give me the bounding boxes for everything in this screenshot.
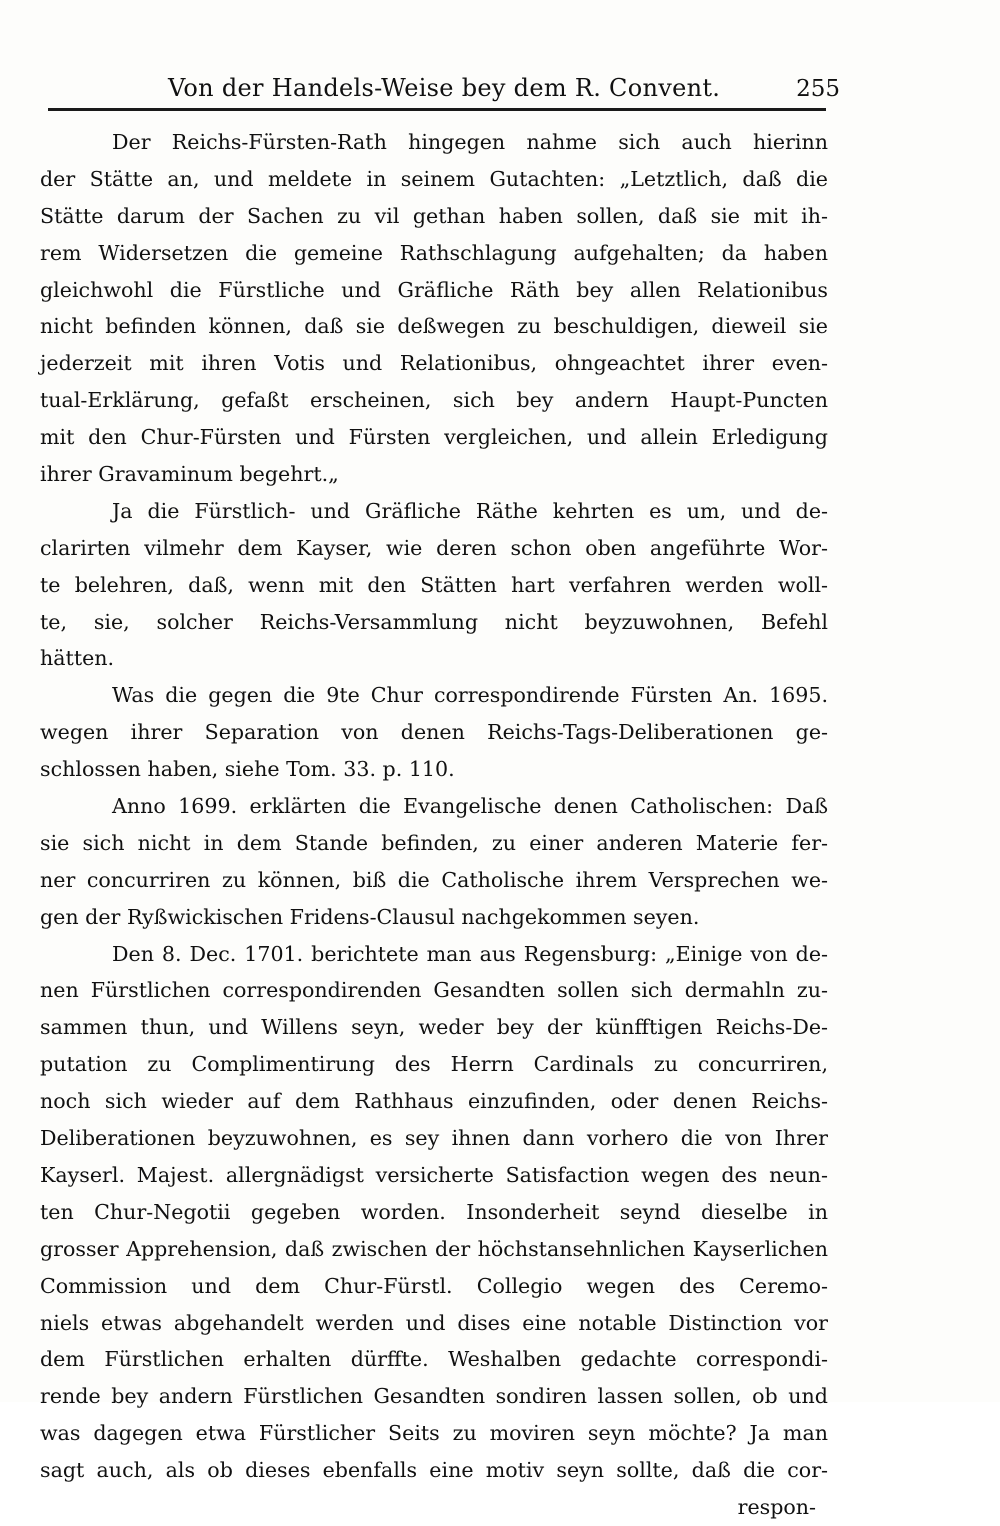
text-line: der Stätte an, und meldete in seinem Gutachten: „Letztlich, daß die	[40, 166, 828, 191]
text-line: sagt auch, als ob dieses ebenfalls eine motiv seyn sollte, daß die cor-	[40, 1458, 828, 1483]
text-line: clarirten vilmehr dem Kayser, wie deren schon oben angeführte Wor-	[40, 535, 828, 560]
text-line: Ja die Fürstlich- und Gräfliche Räthe kehrten es um, und de-	[112, 498, 828, 523]
text-line: ten Chur-Negotii gegeben worden. Insonderheit seynd dieselbe in	[40, 1199, 828, 1224]
running-title: Von der Handels-Weise bey dem R. Convent.	[168, 74, 721, 102]
text-line: ner concurriren zu können, biß die Catholische ihrem Versprechen we-	[40, 867, 828, 892]
catchword: respon-	[737, 1494, 816, 1519]
text-line: rende bey andern Fürstlichen Gesandten sondiren lassen sollen, ob und	[40, 1384, 828, 1409]
text-line: nicht befinden können, daß sie deßwegen zu beschuldigen, dieweil sie	[40, 314, 828, 339]
text-line: schlossen haben, siehe Tom. 33. p. 110.	[40, 757, 455, 782]
header-rule	[48, 108, 826, 111]
text-line: te belehren, daß, wenn mit den Stätten hart verfahren werden woll-	[40, 572, 828, 597]
page-number: 255	[796, 76, 840, 102]
text-line: Kayserl. Majest. allergnädigst versicherte Satisfaction wegen des neun-	[40, 1162, 828, 1187]
text-line: Stätte darum der Sachen zu vil gethan haben sollen, daß sie mit ih-	[40, 203, 828, 228]
text-line: jederzeit mit ihren Votis und Relationibus, ohngeachtet ihrer even-	[40, 351, 828, 376]
text-line: hätten.	[40, 646, 115, 671]
text-line: Commission und dem Chur-Fürstl. Collegio wegen des Ceremo-	[40, 1273, 828, 1298]
text-line: was dagegen etwa Fürstlicher Seits zu moviren seyn möchte? Ja man	[40, 1421, 828, 1446]
text-line: Anno 1699. erklärten die Evangelische denen Catholischen: Daß	[112, 794, 828, 819]
text-line: gen der Ryßwickischen Fridens-Clausul nachgekommen seyen.	[40, 904, 700, 929]
text-line: grosser Apprehension, daß zwischen der höchstansehnlichen Kayserlichen	[40, 1236, 828, 1261]
text-line: Deliberationen beyzuwohnen, es sey ihnen dann vorhero die von Ihrer	[40, 1126, 828, 1151]
text-line: wegen ihrer Separation von denen Reichs-Tags-Deliberationen ge-	[40, 720, 828, 745]
text-line: dem Fürstlichen erhalten dürffte. Weshalben gedachte correspondi-	[40, 1347, 828, 1372]
page-header	[100, 74, 840, 108]
text-line: putation zu Complimentirung des Herrn Cardinals zu concurriren,	[40, 1052, 828, 1077]
text-line: Den 8. Dec. 1701. berichtete man aus Regensburg: „Einige von de-	[112, 941, 828, 966]
text-line: tual-Erklärung, gefaßt erscheinen, sich bey andern Haupt-Puncten	[40, 388, 828, 413]
text-line: te, sie, solcher Reichs-Versammlung nicht beyzuwohnen, Befehl	[40, 609, 828, 634]
text-line: Der Reichs-Fürsten-Rath hingegen nahme sich auch hierinn	[112, 130, 828, 154]
text-line: Was die gegen die 9te Chur correspondirende Fürsten An. 1695.	[112, 683, 828, 708]
text-line: nen Fürstlichen correspondirenden Gesandten sollen sich dermahln zu-	[40, 978, 828, 1003]
text-line: sammen thun, und Willens seyn, weder bey der künfftigen Reichs-De-	[40, 1015, 828, 1040]
text-line: mit den Chur-Fürsten und Fürsten vergleichen, und allein Erledigung	[40, 425, 828, 450]
text-line: rem Widersetzen die gemeine Rathschlagung aufgehalten; da haben	[40, 240, 828, 265]
text-line: noch sich wieder auf dem Rathhaus einzufinden, oder denen Reichs-	[40, 1089, 828, 1114]
text-line: niels etwas abgehandelt werden und dises eine notable Distinction vor	[40, 1310, 828, 1335]
text-line: sie sich nicht in dem Stande befinden, zu einer anderen Materie fer-	[40, 830, 828, 855]
text-line: ihrer Gravaminum begehrt.„	[40, 462, 339, 487]
text-line: gleichwohl die Fürstliche und Gräfliche Räth bey allen Relationibus	[40, 277, 828, 302]
body-text	[40, 124, 828, 1526]
